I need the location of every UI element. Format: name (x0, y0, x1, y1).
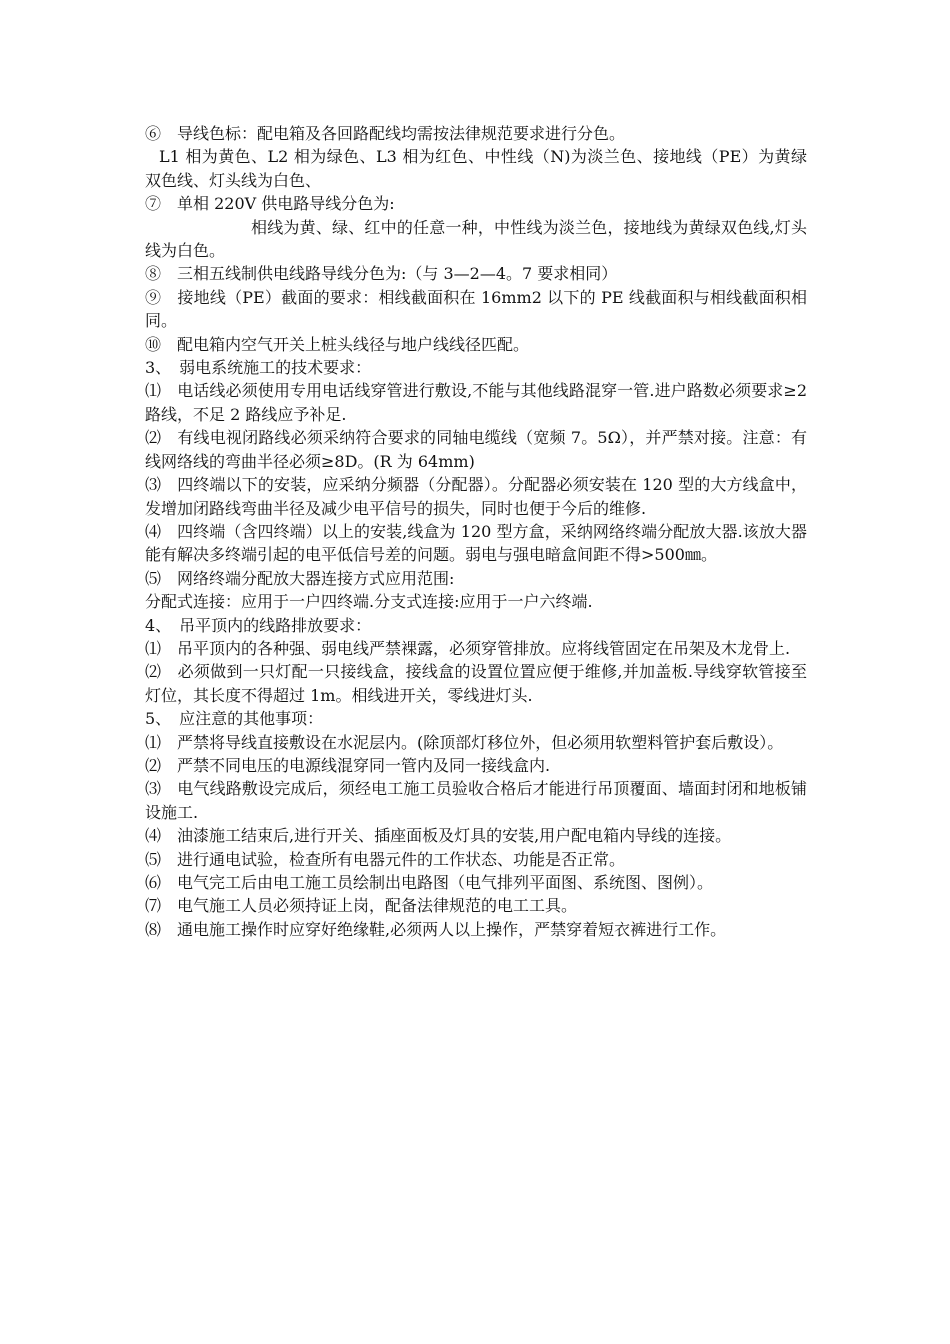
section-heading-ceiling: 4、 吊平顶内的线路排放要求： (145, 615, 372, 635)
paragraph-certification: ⑺ 电气施工人员必须持证上岗，配备法律规范的电工工具。 (145, 896, 578, 916)
paragraph-circuit-diagram: ⑹ 电气完工后由电工施工员绘制出电路图（电气排列平面图、系统图、图例）。 (145, 873, 714, 892)
paragraph-single-phase-colors: 相线为黄、绿、红中的任意一种，中性线为淡兰色，接地线为黄绿双色线,灯头线为白色。 (145, 217, 807, 261)
paragraph-safety: ⑻ 通电施工操作时应穿好绝缘鞋,必须两人以上操作，严禁穿着短衣裤进行工作。 (145, 919, 727, 939)
paragraph-three-phase: ⑧ 三相五线制供电线路导线分色为:（与 3—2—4。7 要求相同） (145, 264, 618, 284)
paragraph-connection-scope: ⑸ 网络终端分配放大器连接方式应用范围: (145, 568, 455, 588)
paragraph-power-test: ⑸ 进行通电试验，检查所有电器元件的工作状态、功能是否正常。 (145, 849, 626, 869)
paragraph-breaker-wire: ⑩ 配电箱内空气开关上桩头线径与地户线线径匹配。 (145, 334, 530, 354)
paragraph-inspection: ⑶ 电气线路敷设完成后，须经电工施工员验收合格后才能进行吊顶覆面、墙面封闭和地板铺设施工. (145, 779, 807, 822)
section-heading-other: 5、 应注意的其他事项： (145, 709, 324, 729)
section-heading-low-voltage: 3、 弱电系统施工的技术要求： (145, 358, 372, 378)
paragraph-single-phase: ⑦ 单相 220V 供电路导线分色为: (145, 194, 395, 214)
paragraph-wire-color-code: ⑥ 导线色标：配电箱及各回路配线均需按法律规范要求进行分色。 (145, 124, 626, 143)
paragraph-splitter: ⑶ 四终端以下的安装，应采纳分频器（分配器）。分配器必须安装在 120 型的大方线盒中，发增加闭路线弯曲半径及减少电平信号的损失，同时也便于今后的维修. (145, 475, 807, 518)
paragraph-cable-tv: ⑵ 有线电视闭路线必须采纳符合要求的同轴电缆线（宽频 7。5Ω），并严禁对接。注意：有线网络线的弯曲半径必须≥8D。(R 为 64mm) (145, 428, 807, 471)
paragraph-phase-colors: L1 相为黄色、L2 相为绿色、L3 相为红色、中性线（N)为淡兰色、接地线（PE）为黄绿双色线、灯头线为白色、 (145, 147, 807, 190)
paragraph-junction-box: ⑵ 必须做到一只灯配一只接线盒，接线盒的设置位置应便于维修,并加盖板.导线穿软管接至灯位，其长度不得超过 1m。相线进开关，零线进灯头. (145, 662, 807, 705)
document-body (145, 122, 807, 941)
paragraph-no-mixed-voltage: ⑵ 严禁不同电压的电源线混穿同一管内及同一接线盒内. (145, 755, 551, 775)
paragraph-ground-wire: ⑨ 接地线（PE）截面的要求：相线截面积在 16mm2 以下的 PE 线截面积与相线截面积相同。 (145, 287, 807, 331)
paragraph-amplifier: ⑷ 四终端（含四终端）以上的安装,线盒为 120 型方盒，采纳网络终端分配放大器.该放大器能有解决多终端引起的电平低信号差的问题。弱电与强电暗盒间距不得>500㎜。 (145, 521, 807, 565)
paragraph-fixture-install: ⑷ 油漆施工结束后,进行开关、插座面板及灯具的安装,用户配电箱内导线的连接。 (145, 826, 732, 846)
paragraph-phone-line: ⑴ 电话线必须使用专用电话线穿管进行敷设,不能与其他线路混穿一管.进户路数必须要求≥2 路线，不足 2 路线应予补足. (145, 381, 807, 424)
paragraph-no-concrete: ⑴ 严禁将导线直接敷设在水泥层内。(除顶部灯移位外，但必须用软塑料管护套后敷设）。 (145, 732, 784, 752)
paragraph-connection-types: 分配式连接：应用于一户四终端.分支式连接:应用于一户六终端. (145, 592, 593, 612)
paragraph-ceiling-wiring: ⑴ 吊平顶内的各种强、弱电线严禁裸露，必须穿管排放。应将线管固定在吊架及木龙骨上. (145, 638, 791, 658)
